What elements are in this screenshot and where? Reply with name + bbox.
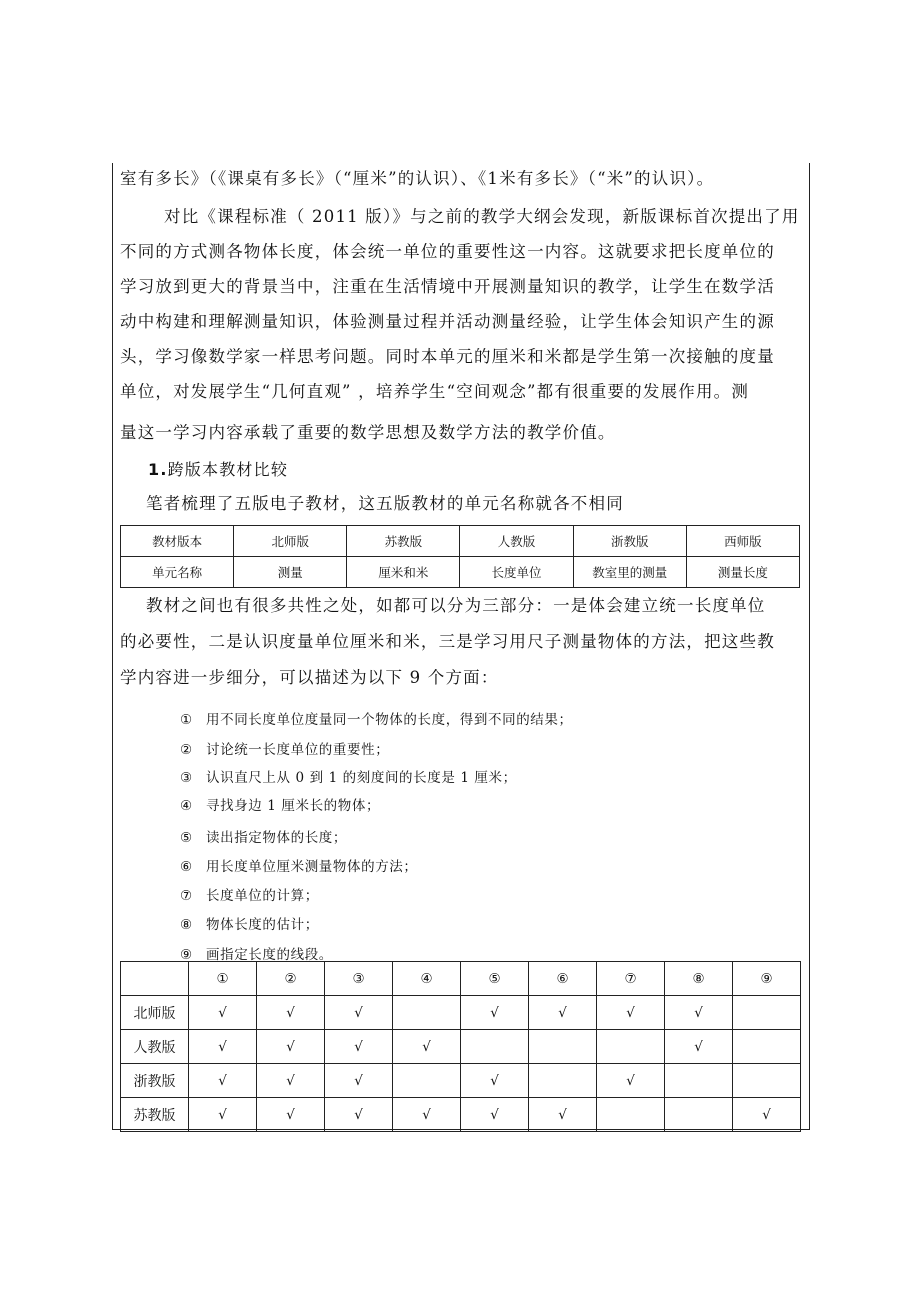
table-row [121, 996, 801, 1030]
table-cell: 苏教版 [347, 526, 460, 557]
item-number: ④ [180, 798, 193, 814]
item-text: 物体长度的估计； [206, 917, 319, 933]
content-comparison-table [120, 961, 801, 1132]
section-heading [148, 457, 288, 480]
table-cell [665, 1098, 733, 1132]
item-text: 长度单位的计算； [206, 888, 319, 904]
table-cell: √ [325, 1098, 393, 1132]
table-cell: √ [597, 1064, 665, 1098]
item-number: ⑨ [180, 947, 193, 963]
table-cell: 测量 [234, 557, 347, 588]
item-number: ① [180, 712, 193, 728]
table-cell: √ [257, 996, 325, 1030]
textbook-unit-table [120, 525, 800, 588]
item-text: 寻找身边 1 厘米长的物体； [206, 798, 381, 814]
table-cell [597, 1098, 665, 1132]
table-cell: √ [393, 1098, 461, 1132]
table-cell: 长度单位 [460, 557, 573, 588]
item-text: 讨论统一长度单位的重要性； [206, 742, 390, 758]
list-item [180, 943, 333, 963]
table-row [121, 526, 800, 557]
paragraph-line: 学内容进一步细分，可以描述为以下 9 个方面： [120, 668, 499, 687]
list-item [180, 826, 347, 846]
table-cell: √ [325, 996, 393, 1030]
list-item [180, 855, 418, 875]
table-cell: √ [189, 996, 257, 1030]
table-cell: 浙教版 [573, 526, 686, 557]
table-cell: 北师版 [234, 526, 347, 557]
table-cell [733, 1064, 801, 1098]
table-cell: ② [257, 962, 325, 996]
item-text: 读出指定物体的长度； [206, 830, 347, 846]
table-cell: √ [257, 1064, 325, 1098]
table-cell: √ [665, 1030, 733, 1064]
table-cell: √ [189, 1098, 257, 1132]
paragraph-line: 的必要性，二是认识度量单位厘米和米，三是学习用尺子测量物体的方法，把这些教 [120, 632, 775, 651]
paragraph-line: 头，学习像数学家一样思考问题。同时本单元的厘米和米都是学生第一次接触的度量 [120, 347, 775, 366]
table-cell: ⑤ [461, 962, 529, 996]
table-cell [393, 1064, 461, 1098]
item-number: ② [180, 742, 193, 758]
table-row [121, 962, 801, 996]
table-cell: ③ [325, 962, 393, 996]
table-cell: 测量长度 [686, 557, 799, 588]
table-row [121, 1098, 801, 1132]
table-cell: ⑦ [597, 962, 665, 996]
table-cell: √ [461, 1064, 529, 1098]
item-number: ③ [180, 770, 193, 786]
table-cell: ⑧ [665, 962, 733, 996]
table-cell: √ [393, 1030, 461, 1064]
table-cell [461, 1030, 529, 1064]
table-cell [665, 1064, 733, 1098]
table-cell: 西师版 [686, 526, 799, 557]
table-cell: √ [189, 1064, 257, 1098]
table-cell: √ [325, 1064, 393, 1098]
table-cell: 教材版本 [121, 526, 234, 557]
item-number: ⑥ [180, 859, 193, 875]
table-cell: ① [189, 962, 257, 996]
table-cell [529, 1030, 597, 1064]
item-text: 认识直尺上从 0 到 1 的刻度间的长度是 1 厘米； [206, 770, 517, 786]
table-cell: √ [733, 1098, 801, 1132]
table-cell: 人教版 [121, 1030, 189, 1064]
paragraph-line: 室有多长》（《课桌有多长》（“厘米”的认识）、《1米有多长》（“米”的认识）。 [120, 169, 715, 188]
table-cell: √ [665, 996, 733, 1030]
table-cell: 苏教版 [121, 1098, 189, 1132]
item-text: 用长度单位厘米测量物体的方法； [206, 859, 418, 875]
paragraph-line: 量这一学习内容承载了重要的数学思想及数学方法的教学价值。 [120, 423, 616, 442]
table-cell: 单元名称 [121, 557, 234, 588]
table-cell: 北师版 [121, 996, 189, 1030]
list-item [180, 884, 319, 904]
table-cell: 厘米和米 [347, 557, 460, 588]
paragraph-line: 学习放到更大的背景当中，注重在生活情境中开展测量知识的教学，让学生在数学活 [120, 277, 775, 296]
table-cell [597, 1030, 665, 1064]
table-cell: √ [529, 996, 597, 1030]
table-cell: ④ [393, 962, 461, 996]
table-cell: 人教版 [460, 526, 573, 557]
table-cell: ⑨ [733, 962, 801, 996]
table-cell [733, 1030, 801, 1064]
table-cell: 浙教版 [121, 1064, 189, 1098]
table-row [121, 1030, 801, 1064]
table-cell: √ [189, 1030, 257, 1064]
heading-number: 1. [148, 460, 168, 479]
list-item [180, 738, 389, 758]
table-row [121, 1064, 801, 1098]
list-item [180, 708, 573, 728]
table-cell: √ [597, 996, 665, 1030]
paragraph-line: 笔者梳理了五版电子教材，这五版教材的单元名称就各不相同 [146, 494, 624, 513]
table-cell: √ [461, 996, 529, 1030]
list-item [180, 913, 319, 933]
paragraph-line: 不同的方式测各物体长度，体会统一单位的重要性这一内容。这就要求把长度单位的 [120, 242, 775, 261]
table-cell: ⑥ [529, 962, 597, 996]
table-cell: √ [461, 1098, 529, 1132]
heading-text: 跨版本教材比较 [167, 460, 289, 479]
item-number: ⑧ [180, 917, 193, 933]
paragraph-line: 教材之间也有很多共性之处，如都可以分为三部分：一是体会建立统一长度单位 [146, 596, 766, 615]
table-cell [529, 1064, 597, 1098]
table-cell: 教室里的测量 [573, 557, 686, 588]
table-cell: √ [257, 1030, 325, 1064]
paragraph-line: 单位，对发展学生“几何直观” ，培养学生“空间观念”都有很重要的发展作用。测 [120, 382, 750, 401]
list-item [180, 766, 517, 786]
item-number: ⑤ [180, 830, 193, 846]
paragraph-line: 对比《课程标准（ 2011 版）》与之前的教学大纲会发现，新版课标首次提出了用 [164, 207, 800, 226]
table-row [121, 557, 800, 588]
table-cell: √ [257, 1098, 325, 1132]
list-item [180, 794, 380, 814]
paragraph-line: 动中构建和理解测量知识，体验测量过程并活动测量经验，让学生体会知识产生的源 [120, 312, 775, 331]
item-text: 用不同长度单位度量同一个物体的长度，得到不同的结果； [206, 712, 573, 728]
item-number: ⑦ [180, 888, 193, 904]
table-cell [121, 962, 189, 996]
table-cell: √ [325, 1030, 393, 1064]
item-text: 画指定长度的线段。 [206, 947, 333, 963]
table-cell [733, 996, 801, 1030]
table-cell [393, 996, 461, 1030]
table-cell: √ [529, 1098, 597, 1132]
